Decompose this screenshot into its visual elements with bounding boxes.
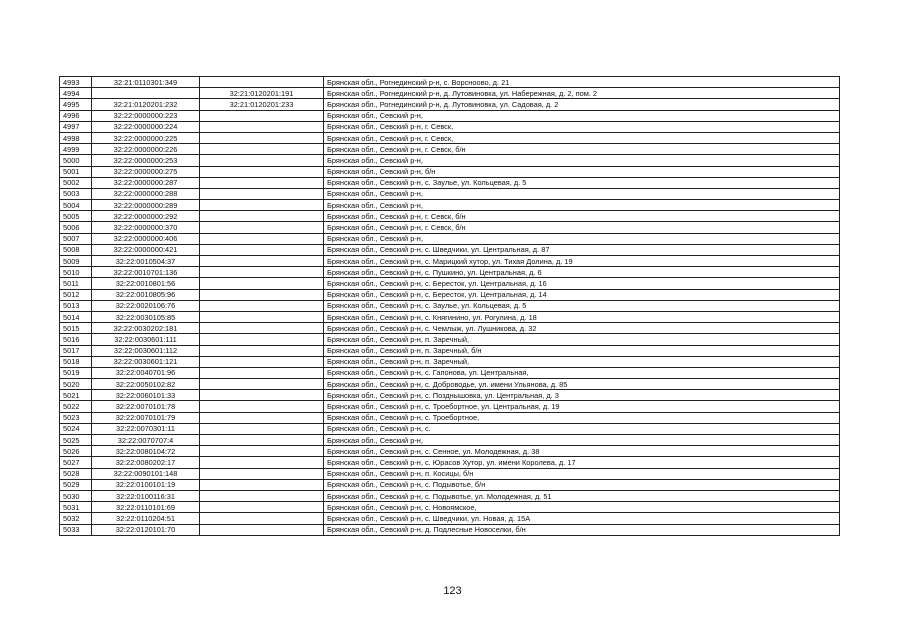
table-row [60,222,840,233]
address-cell: Брянская обл., Рогнединский р-н, с. Ворсноово, д. 21 [324,77,840,88]
cadastral-number-cell: 32:22:0000000:287 [92,177,200,188]
row-number-cell: 5012 [60,289,92,300]
row-number-cell: 5004 [60,200,92,211]
registry-table [59,76,840,536]
address-cell: Брянская обл., Севский р-н, с. Подывотье, б/н [324,479,840,490]
address-cell: Брянская обл., Севский р-н, с. Бересток, ул. Центральная, д. 16 [324,278,840,289]
row-number-cell: 5005 [60,211,92,222]
parent-cadastral-number-cell [200,345,324,356]
table-row [60,446,840,457]
address-cell: Брянская обл., Севский р-н, с. Подывотье, ул. Молодежная, д. 51 [324,490,840,501]
cadastral-number-cell: 32:22:0050102:82 [92,379,200,390]
cadastral-number-cell: 32:22:0010801:56 [92,278,200,289]
address-cell: Брянская обл., Севский р-н, г. Севск, [324,132,840,143]
table-row [60,401,840,412]
table-row [60,356,840,367]
row-number-cell: 5022 [60,401,92,412]
row-number-cell: 5021 [60,390,92,401]
cadastral-number-cell: 32:22:0000000:225 [92,132,200,143]
row-number-cell: 5018 [60,356,92,367]
cadastral-number-cell: 32:22:0010504:37 [92,256,200,267]
address-cell: Брянская обл., Севский р-н, с. Княгинино, ул. Рогулина, д. 18 [324,311,840,322]
row-number-cell: 5008 [60,244,92,255]
row-number-cell: 5028 [60,468,92,479]
row-number-cell: 4993 [60,77,92,88]
row-number-cell: 5003 [60,188,92,199]
cadastral-number-cell: 32:22:0080104:72 [92,446,200,457]
row-number-cell: 5002 [60,177,92,188]
parent-cadastral-number-cell [200,468,324,479]
address-cell: Брянская обл., Севский р-н, с. [324,423,840,434]
parent-cadastral-number-cell [200,513,324,524]
address-cell: Брянская обл., Севский р-н, г. Севск, [324,121,840,132]
row-number-cell: 5027 [60,457,92,468]
cadastral-number-cell: 32:22:0100116:31 [92,490,200,501]
address-cell: Брянская обл., Рогнединский р-н, д. Лутовиновка, ул. Набережная, д. 2, пом. 2 [324,88,840,99]
parent-cadastral-number-cell [200,132,324,143]
table-row [60,177,840,188]
cadastral-number-cell: 32:22:0070101:79 [92,412,200,423]
address-cell: Брянская обл., Севский р-н, п. Заречный, б/н [324,345,840,356]
row-number-cell: 5006 [60,222,92,233]
parent-cadastral-number-cell [200,323,324,334]
parent-cadastral-number-cell [200,155,324,166]
parent-cadastral-number-cell [200,300,324,311]
address-cell: Брянская обл., Севский р-н, с. Троебортное, ул. Центральная, д. 19 [324,401,840,412]
parent-cadastral-number-cell [200,244,324,255]
address-cell: Брянская обл., Севский р-н, [324,435,840,446]
row-number-cell: 5000 [60,155,92,166]
cadastral-number-cell [92,88,200,99]
parent-cadastral-number-cell [200,367,324,378]
row-number-cell: 5013 [60,300,92,311]
table-row [60,479,840,490]
row-number-cell: 5031 [60,502,92,513]
address-cell: Брянская обл., Севский р-н, с. Бересток, ул. Центральная, д. 14 [324,289,840,300]
table-row [60,155,840,166]
address-cell: Брянская обл., Севский р-н, п. Заречный, [324,356,840,367]
row-number-cell: 4994 [60,88,92,99]
cadastral-number-cell: 32:22:0000000:253 [92,155,200,166]
parent-cadastral-number-cell [200,479,324,490]
address-cell: Брянская обл., Севский р-н, с. Доброводье, ул. имени Ульянова, д. 85 [324,379,840,390]
table-row [60,524,840,535]
address-cell: Брянская обл., Севский р-н, с. Новоямское, [324,502,840,513]
address-cell: Брянская обл., Севский р-н, с. Заулье, ул. Кольцевая, д. 5 [324,300,840,311]
cadastral-number-cell: 32:22:0070101:78 [92,401,200,412]
row-number-cell: 5023 [60,412,92,423]
cadastral-number-cell: 32:22:0000000:421 [92,244,200,255]
parent-cadastral-number-cell [200,423,324,434]
address-cell: Брянская обл., Севский р-н, п. Заречный, [324,334,840,345]
row-number-cell: 5016 [60,334,92,345]
table-row [60,379,840,390]
address-cell: Брянская обл., Севский р-н, [324,200,840,211]
parent-cadastral-number-cell [200,524,324,535]
table-row [60,144,840,155]
table-row [60,435,840,446]
cadastral-number-cell: 32:22:0030601:121 [92,356,200,367]
address-cell: Брянская обл., Севский р-н, [324,233,840,244]
table-row [60,390,840,401]
parent-cadastral-number-cell [200,490,324,501]
address-cell: Брянская обл., Севский р-н, с. Юрасов Хутор, ул. имени Королева, д. 17 [324,457,840,468]
table-row [60,256,840,267]
parent-cadastral-number-cell: 32:21:0120201:191 [200,88,324,99]
parent-cadastral-number-cell [200,211,324,222]
table-row [60,132,840,143]
parent-cadastral-number-cell [200,144,324,155]
table-row [60,77,840,88]
cadastral-number-cell: 32:22:0070301:11 [92,423,200,434]
address-cell: Брянская обл., Севский р-н, [324,110,840,121]
parent-cadastral-number-cell [200,502,324,513]
row-number-cell: 5025 [60,435,92,446]
parent-cadastral-number-cell [200,121,324,132]
row-number-cell: 5019 [60,367,92,378]
cadastral-number-cell: 32:22:0000000:288 [92,188,200,199]
table-row [60,166,840,177]
address-cell: Брянская обл., Севский р-н, с. Пушкино, ул. Центральная, д. 6 [324,267,840,278]
parent-cadastral-number-cell [200,177,324,188]
address-cell: Брянская обл., Севский р-н, [324,155,840,166]
parent-cadastral-number-cell [200,390,324,401]
address-cell: Брянская обл., Севский р-н, с. Шведчики, ул. Новая, д. 15А [324,513,840,524]
table-row [60,513,840,524]
cadastral-number-cell: 32:22:0000000:223 [92,110,200,121]
cadastral-number-cell: 32:21:0120201:232 [92,99,200,110]
table-row [60,457,840,468]
table-row [60,412,840,423]
table-row [60,334,840,345]
table-row [60,88,840,99]
cadastral-number-cell: 32:22:0000000:226 [92,144,200,155]
address-cell: Брянская обл., Севский р-н, г. Севск, б/н [324,211,840,222]
parent-cadastral-number-cell [200,289,324,300]
parent-cadastral-number-cell [200,412,324,423]
address-cell: Брянская обл., Севский р-н, с. Шведчики, ул. Центральная, д. 87 [324,244,840,255]
row-number-cell: 5024 [60,423,92,434]
row-number-cell: 4998 [60,132,92,143]
row-number-cell: 5026 [60,446,92,457]
cadastral-number-cell: 32:22:0000000:406 [92,233,200,244]
parent-cadastral-number-cell [200,435,324,446]
parent-cadastral-number-cell [200,110,324,121]
table-row [60,99,840,110]
table-row [60,278,840,289]
parent-cadastral-number-cell [200,334,324,345]
row-number-cell: 5009 [60,256,92,267]
cadastral-number-cell: 32:21:0110301:349 [92,77,200,88]
address-cell: Брянская обл., Севский р-н, п. Косицы, б/н [324,468,840,479]
address-cell: Брянская обл., Севский р-н, с. Марицкий хутор, ул. Тихая Долина, д. 19 [324,256,840,267]
cadastral-number-cell: 32:22:0090101:148 [92,468,200,479]
address-cell: Брянская обл., Рогнединский р-н, д. Лутовиновка, ул. Садовая, д. 2 [324,99,840,110]
cadastral-number-cell: 32:22:0000000:289 [92,200,200,211]
cadastral-number-cell: 32:22:0030601:111 [92,334,200,345]
table-row [60,502,840,513]
row-number-cell: 5014 [60,311,92,322]
parent-cadastral-number-cell: 32:21:0120201:233 [200,99,324,110]
address-cell: Брянская обл., Севский р-н, б/н [324,166,840,177]
cadastral-number-cell: 32:22:0030202:181 [92,323,200,334]
row-number-cell: 5001 [60,166,92,177]
parent-cadastral-number-cell [200,356,324,367]
cadastral-number-cell: 32:22:0030601:112 [92,345,200,356]
cadastral-number-cell: 32:22:0100101:19 [92,479,200,490]
table-row [60,211,840,222]
cadastral-number-cell: 32:22:0070707:4 [92,435,200,446]
table-row [60,267,840,278]
row-number-cell: 5020 [60,379,92,390]
parent-cadastral-number-cell [200,446,324,457]
parent-cadastral-number-cell [200,222,324,233]
table-row [60,233,840,244]
cadastral-number-cell: 32:22:0030105:85 [92,311,200,322]
address-cell: Брянская обл., Севский р-н, с. Троебортное, [324,412,840,423]
parent-cadastral-number-cell [200,401,324,412]
parent-cadastral-number-cell [200,188,324,199]
parent-cadastral-number-cell [200,379,324,390]
parent-cadastral-number-cell [200,311,324,322]
row-number-cell: 5033 [60,524,92,535]
parent-cadastral-number-cell [200,278,324,289]
table-row [60,110,840,121]
row-number-cell: 5010 [60,267,92,278]
parent-cadastral-number-cell [200,267,324,278]
table-row [60,468,840,479]
table-row [60,345,840,356]
row-number-cell: 4997 [60,121,92,132]
address-cell: Брянская обл., Севский р-н, г. Севск, б/н [324,222,840,233]
cadastral-number-cell: 32:22:0060101:33 [92,390,200,401]
row-number-cell: 4999 [60,144,92,155]
table-row [60,323,840,334]
cadastral-number-cell: 32:22:0040701:96 [92,367,200,378]
page-number: 123 [443,585,462,597]
cadastral-number-cell: 32:22:0010805:96 [92,289,200,300]
address-cell: Брянская обл., Севский р-н, г. Севск, б/н [324,144,840,155]
address-cell: Брянская обл., Севский р-н, с. Чемлыж, ул. Лушникова, д. 32 [324,323,840,334]
row-number-cell: 4995 [60,99,92,110]
address-cell: Брянская обл., Севский р-н, [324,188,840,199]
parent-cadastral-number-cell [200,233,324,244]
cadastral-number-cell: 32:22:0000000:275 [92,166,200,177]
address-cell: Брянская обл., Севский р-н, с. Гапонова, ул. Центральная, [324,367,840,378]
table-row [60,367,840,378]
row-number-cell: 5030 [60,490,92,501]
row-number-cell: 5029 [60,479,92,490]
row-number-cell: 5007 [60,233,92,244]
table-row [60,490,840,501]
cadastral-number-cell: 32:22:0010701:136 [92,267,200,278]
table-row [60,289,840,300]
parent-cadastral-number-cell [200,256,324,267]
address-cell: Брянская обл., Севский р-н, с. Сенное, ул. Молодежная, д. 38 [324,446,840,457]
row-number-cell: 4996 [60,110,92,121]
cadastral-number-cell: 32:22:0110101:69 [92,502,200,513]
cadastral-number-cell: 32:22:0000000:292 [92,211,200,222]
address-cell: Брянская обл., Севский р-н, с. Заулье, ул. Кольцевая, д. 5 [324,177,840,188]
cadastral-number-cell: 32:22:0000000:224 [92,121,200,132]
cadastral-number-cell: 32:22:0120101:70 [92,524,200,535]
parent-cadastral-number-cell [200,77,324,88]
cadastral-number-cell: 32:22:0020106:76 [92,300,200,311]
row-number-cell: 5032 [60,513,92,524]
address-cell: Брянская обл., Севский р-н, д. Подлесные Новоселки, б/н [324,524,840,535]
registry-table-body [60,77,840,536]
address-cell: Брянская обл., Севский р-н, с. Позднышовка, ул. Центральная, д. 3 [324,390,840,401]
cadastral-number-cell: 32:22:0000000:370 [92,222,200,233]
table-row [60,423,840,434]
row-number-cell: 5011 [60,278,92,289]
row-number-cell: 5015 [60,323,92,334]
parent-cadastral-number-cell [200,457,324,468]
table-row [60,121,840,132]
table-row [60,244,840,255]
parent-cadastral-number-cell [200,166,324,177]
cadastral-number-cell: 32:22:0080202:17 [92,457,200,468]
table-row [60,188,840,199]
parent-cadastral-number-cell [200,200,324,211]
cadastral-number-cell: 32:22:0110204:51 [92,513,200,524]
table-row [60,300,840,311]
table-row [60,311,840,322]
table-row [60,200,840,211]
row-number-cell: 5017 [60,345,92,356]
